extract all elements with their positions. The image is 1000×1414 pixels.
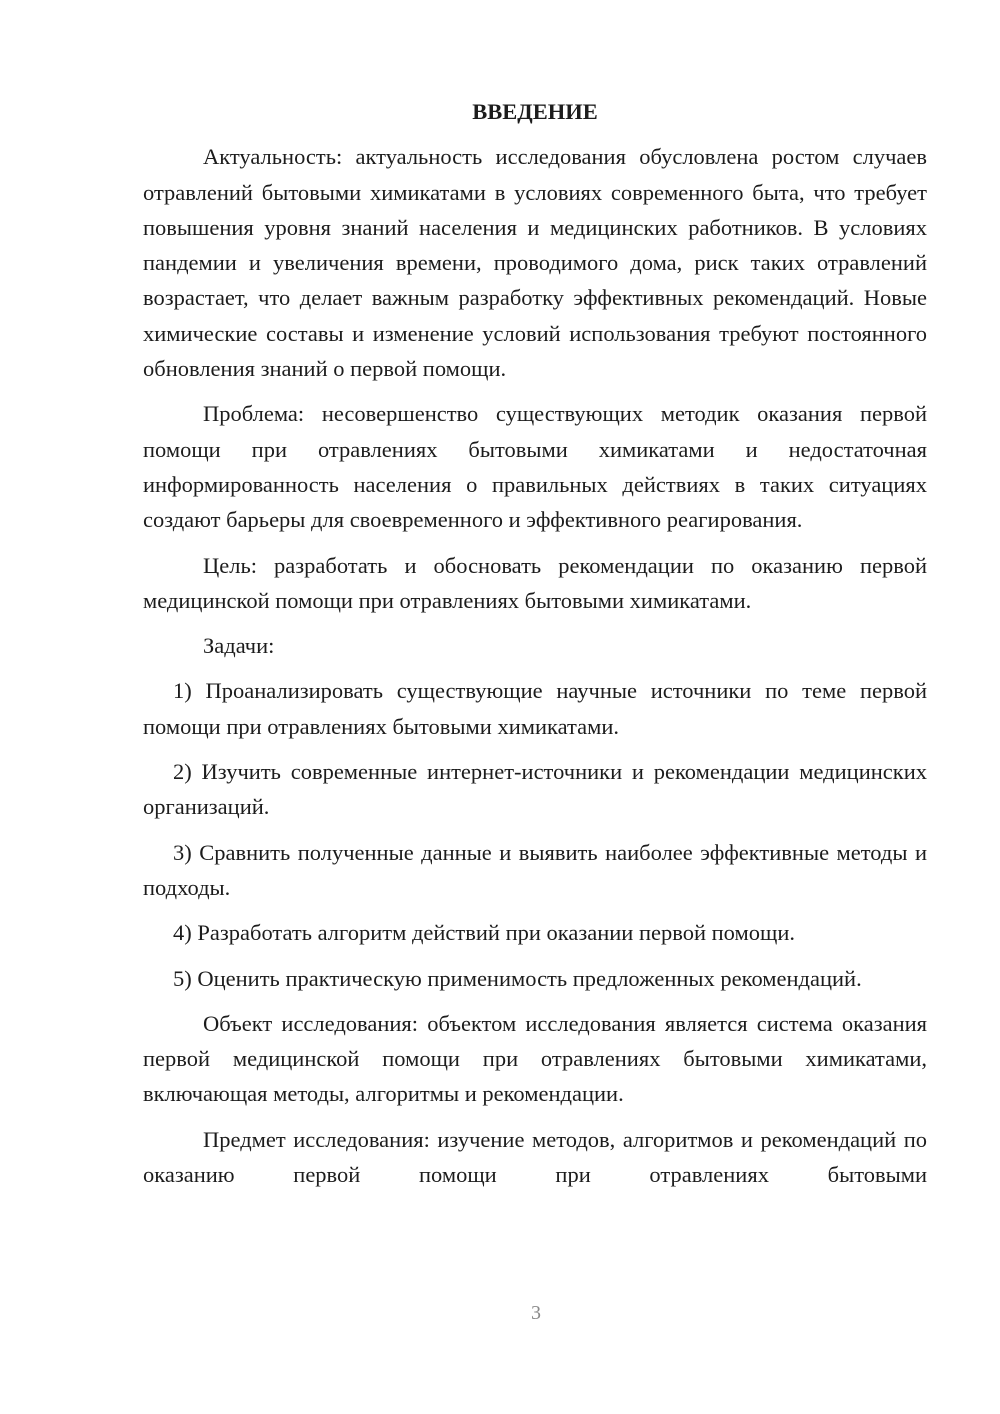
task-item-1: 1) Проанализировать существующие научные источники по теме первой помощи при отравлениях бытовыми химикатами.	[143, 678, 927, 739]
tasks-label: Задачи:	[203, 633, 275, 659]
page-number: 3	[531, 1302, 541, 1324]
task-item-5: 5) Оценить практическую применимость предложенных рекомендаций.	[173, 965, 862, 991]
object-paragraph: Объект исследования: объектом исследования является система оказания первой медицинской помощи при отравлениях бытовыми химикатами, включающая методы, алгоритмы и рекомендации.	[143, 1010, 927, 1107]
page-title: ВВЕДЕНИЕ	[472, 99, 598, 124]
task-item-2: 2) Изучить современные интернет-источники и рекомендации медицинских организаций.	[143, 759, 927, 820]
relevance-paragraph: Актуальность: актуальность исследования обусловлена ростом случаев отравлений бытовыми химикатами в условиях современного быта, что требует повышения уровня знаний населения и медицинских работников. В условиях пандемии и увеличения времени, проводимого дома, риск таких отравлений возрастает, что делает важным разработку эффективных рекомендаций. Новые химические составы и изменение условий использования требуют постоянного обновления знаний о первой помощи.	[143, 144, 927, 382]
document-page	[143, 94, 927, 1192]
task-item-3: 3) Сравнить полученные данные и выявить наиболее эффективные методы и подходы.	[143, 839, 927, 900]
problem-paragraph: Проблема: несовершенство существующих методик оказания первой помощи при отравлениях бытовыми химикатами и недостаточная информированность населения о правильных действиях в таких ситуациях создают барьеры для своевременного и эффективного реагирования.	[143, 401, 927, 533]
task-item-4: 4) Разработать алгоритм действий при оказании первой помощи.	[173, 920, 795, 946]
subject-paragraph: Предмет исследования: изучение методов, алгоритмов и рекомендаций по оказанию первой помощи при отравлениях бытовыми	[143, 1126, 927, 1188]
goal-paragraph: Цель: разработать и обосновать рекомендации по оказанию первой медицинской помощи при отравлениях бытовыми химикатами.	[143, 552, 927, 613]
